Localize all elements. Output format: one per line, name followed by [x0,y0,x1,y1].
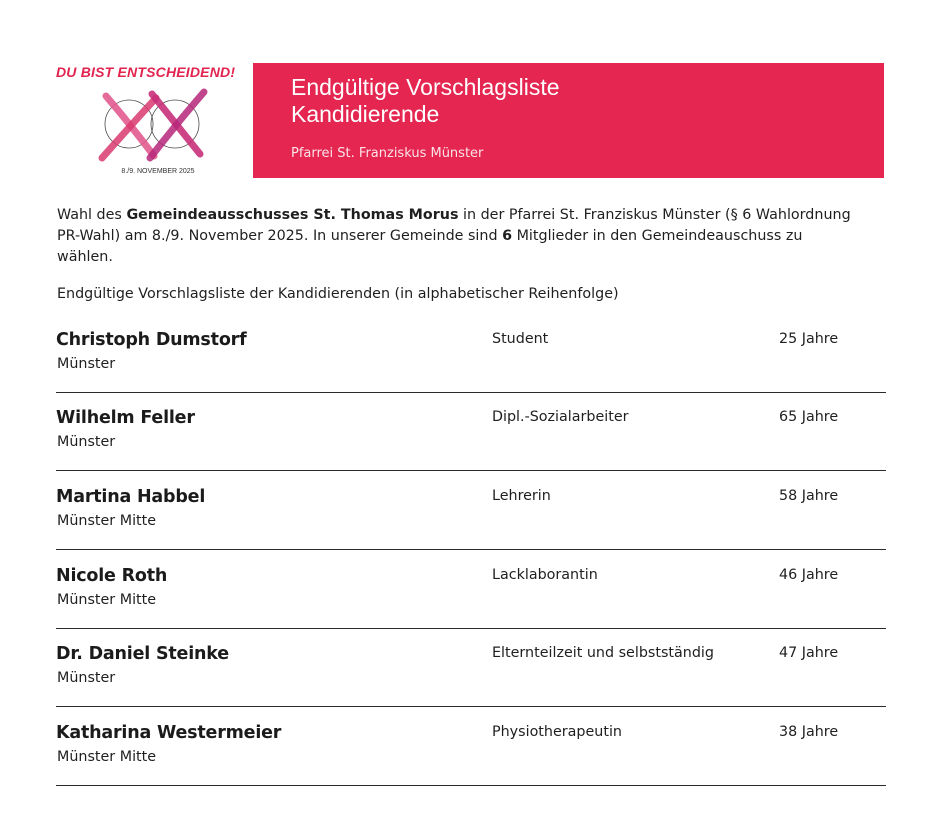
row-divider [56,470,886,471]
parish-subtitle: Pfarrei St. Franziskus Münster [291,146,484,161]
candidate-place: Münster [57,670,116,686]
candidate-age: 58 Jahre [779,488,839,504]
logo-slogan: DU BIST ENTSCHEIDEND! [56,64,236,80]
row-divider [56,628,886,629]
candidate-row [56,644,886,723]
candidate-profession: Lacklaborantin [492,567,598,583]
candidate-place: Münster [57,434,116,450]
candidate-profession: Lehrerin [492,488,551,504]
candidate-place: Münster [57,356,116,372]
logo-date: 8./9. NOVEMBER 2025 [121,168,195,175]
row-divider [56,785,886,786]
intro-paragraph [57,205,862,268]
candidate-place: Münster Mitte [57,513,157,529]
row-divider [56,392,886,393]
candidate-row [56,723,886,802]
candidate-row [56,566,886,645]
header-banner [253,63,884,178]
intro-text: Mitglieder in den Gemeindeauschuss zu wählen. [57,228,803,265]
candidate-name: Dr. Daniel Steinke [56,644,229,664]
title-line-2: Kandidierende [291,101,440,127]
candidate-place: Münster Mitte [57,592,157,608]
committee-name: Gemeindeausschusses St. Thomas Morus [126,207,459,223]
list-heading: Endgültige Vorschlagsliste der Kandidierenden (in alphabetischer Reihenfolge) [57,286,619,302]
candidate-name: Martina Habbel [56,487,206,507]
candidate-name: Katharina Westermeier [56,723,282,743]
candidate-profession: Student [492,331,549,347]
candidate-place: Münster Mitte [57,749,157,765]
candidate-age: 25 Jahre [779,331,839,347]
candidate-name: Wilhelm Feller [56,408,195,428]
candidate-name: Nicole Roth [56,566,168,586]
member-count: 6 [502,228,513,244]
candidate-profession: Physiotherapeutin [492,724,622,740]
double-cross-ballot-mark-icon [96,84,208,170]
intro-text: Wahl des [57,207,127,223]
candidate-name: Christoph Dumstorf [56,330,247,350]
election-logo [56,64,256,182]
page-title [291,74,851,128]
row-divider [56,549,886,550]
candidate-row [56,487,886,566]
candidate-profession: Elternteilzeit und selbstständig [492,645,714,661]
candidate-age: 65 Jahre [779,409,839,425]
row-divider [56,706,886,707]
candidate-age: 38 Jahre [779,724,839,740]
candidate-row [56,408,886,487]
title-line-1: Endgültige Vorschlagsliste [291,74,560,100]
candidate-age: 46 Jahre [779,567,839,583]
candidate-age: 47 Jahre [779,645,839,661]
candidate-profession: Dipl.-Sozialarbeiter [492,409,629,425]
intro-text: in der Pfarrei St. Franziskus Münster (§ 6 Wahlordnung PR-Wahl) am 8./9. November 2025. In unserer Gemeinde sind [57,207,851,244]
candidate-row [56,330,886,409]
